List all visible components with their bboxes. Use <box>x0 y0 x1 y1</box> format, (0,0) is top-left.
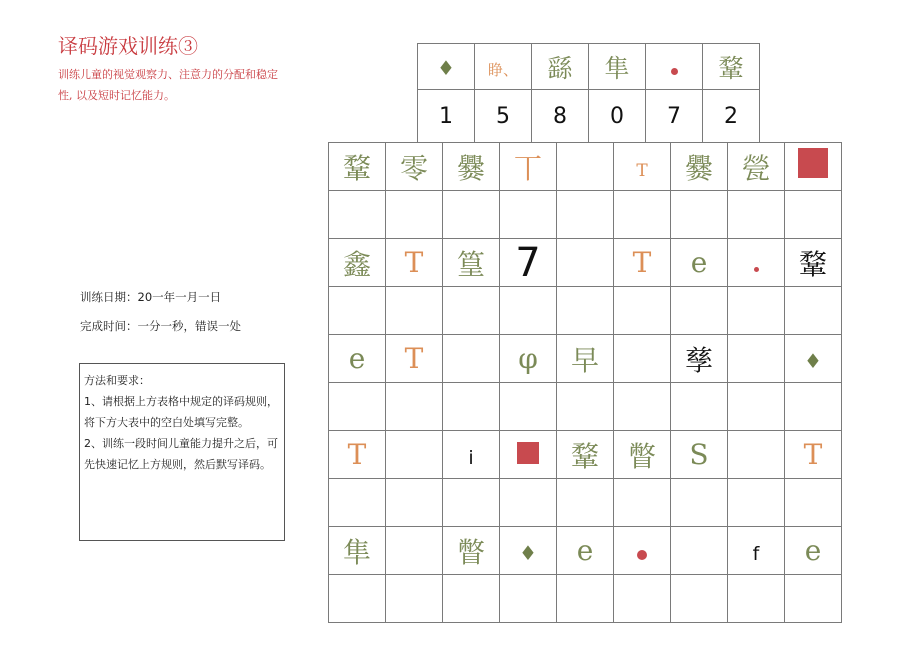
cell-symbol: 甇 <box>741 151 770 185</box>
symbol-cell <box>500 143 557 191</box>
answer-cell[interactable] <box>443 575 500 623</box>
diamond-icon: ♦ <box>519 541 537 565</box>
answer-cell[interactable] <box>557 383 614 431</box>
answer-cell[interactable] <box>785 575 842 623</box>
dot-icon <box>671 68 678 75</box>
cell-symbol: 鞪 <box>570 439 599 473</box>
symbol-cell <box>443 431 500 479</box>
symbol-row <box>329 143 842 191</box>
symbol-cell <box>614 527 671 575</box>
answer-cell[interactable] <box>614 479 671 527</box>
key-digit-cell: 7 <box>646 90 703 143</box>
answer-cell[interactable] <box>500 479 557 527</box>
cell-symbol: e <box>576 534 594 567</box>
symbol-cell <box>785 143 842 191</box>
symbol-cell <box>443 239 500 287</box>
symbol-cell <box>614 143 671 191</box>
symbol-cell <box>671 335 728 383</box>
cell-symbol: T <box>632 246 652 279</box>
symbol-cell <box>500 335 557 383</box>
answer-cell[interactable] <box>785 383 842 431</box>
answer-cell[interactable] <box>614 383 671 431</box>
symbol-cell <box>500 431 557 479</box>
method-box <box>79 363 285 541</box>
answer-cell[interactable] <box>386 479 443 527</box>
key-symbol-cell <box>646 44 703 90</box>
symbol-row <box>329 335 842 383</box>
key-digit-cell: 8 <box>532 90 589 143</box>
symbol-cell <box>500 239 557 287</box>
symbol-cell <box>785 431 842 479</box>
answer-cell[interactable] <box>671 479 728 527</box>
cell-symbol: S <box>689 438 709 471</box>
answer-cell[interactable] <box>443 287 500 335</box>
diamond-icon: ♦ <box>804 349 822 373</box>
symbol-cell <box>728 527 785 575</box>
symbol-cell <box>671 239 728 287</box>
symbol-cell <box>671 431 728 479</box>
cell-symbol: 繇 <box>547 53 573 83</box>
answer-cell[interactable] <box>728 383 785 431</box>
symbol-cell <box>557 527 614 575</box>
answer-cell[interactable] <box>329 383 386 431</box>
method-step-1: 1、请根据上方表格中规定的译码规则，将下方大表中的空白处填写完整。 <box>84 395 278 429</box>
answer-cell[interactable] <box>728 575 785 623</box>
answer-cell[interactable] <box>557 287 614 335</box>
key-symbol-cell <box>475 44 532 90</box>
symbol-cell <box>329 527 386 575</box>
cell-symbol: 爨 <box>684 151 713 185</box>
key-symbol-row <box>418 44 760 90</box>
symbol-cell <box>785 527 842 575</box>
symbol-cell <box>386 143 443 191</box>
answer-cell[interactable] <box>386 527 443 575</box>
answer-cell[interactable] <box>329 191 386 239</box>
key-symbol-cell <box>589 44 646 90</box>
answer-cell[interactable] <box>500 383 557 431</box>
symbol-row <box>329 431 842 479</box>
answer-cell[interactable] <box>500 575 557 623</box>
cell-symbol: 睁、 <box>487 61 518 79</box>
cell-symbol: e <box>804 534 822 567</box>
code-key-table <box>417 43 760 143</box>
answer-cell[interactable] <box>557 191 614 239</box>
cell-symbol: 7 <box>515 239 541 286</box>
answer-cell[interactable] <box>443 383 500 431</box>
diamond-icon: ♦ <box>437 56 455 80</box>
cell-symbol: T <box>347 438 367 471</box>
answer-cell[interactable] <box>671 287 728 335</box>
answer-cell[interactable] <box>443 479 500 527</box>
answer-cell[interactable] <box>386 191 443 239</box>
symbol-cell <box>785 335 842 383</box>
answer-cell[interactable] <box>557 479 614 527</box>
answer-cell[interactable] <box>386 431 443 479</box>
cell-symbol: 鞪 <box>718 53 744 83</box>
cell-symbol: 瞥 <box>456 535 485 569</box>
cell-symbol: 篁 <box>456 247 485 281</box>
cell-symbol: e <box>348 342 366 375</box>
symbol-row <box>329 527 842 575</box>
symbol-row <box>329 239 842 287</box>
symbol-cell <box>500 527 557 575</box>
cell-symbol: i <box>468 447 474 469</box>
answer-row <box>329 479 842 527</box>
square-icon <box>798 148 828 178</box>
symbol-cell <box>785 239 842 287</box>
answer-cell[interactable] <box>386 383 443 431</box>
answer-row <box>329 191 842 239</box>
square-icon <box>517 442 539 464</box>
symbol-cell <box>443 527 500 575</box>
cell-symbol: 鞪 <box>798 247 827 281</box>
answer-cell[interactable] <box>614 191 671 239</box>
answer-cell[interactable] <box>329 287 386 335</box>
symbol-cell <box>671 143 728 191</box>
answer-cell[interactable] <box>785 479 842 527</box>
cell-symbol: 丅 <box>513 151 542 185</box>
answer-cell[interactable] <box>386 575 443 623</box>
key-digit-cell: 0 <box>589 90 646 143</box>
key-symbol-cell <box>418 44 475 90</box>
answer-cell[interactable] <box>728 335 785 383</box>
key-digit-cell: 1 <box>418 90 475 143</box>
page-subtitle: 训练儿童的视觉观察力、注意力的分配和稳定性, 以及短时记忆能力。 <box>58 68 278 102</box>
page-title: 译码游戏训练③ <box>58 34 198 58</box>
symbol-cell <box>386 239 443 287</box>
answer-cell[interactable] <box>557 143 614 191</box>
answer-row <box>329 383 842 431</box>
symbol-cell <box>329 143 386 191</box>
symbol-cell <box>614 431 671 479</box>
answer-cell[interactable] <box>500 287 557 335</box>
key-digit-cell: 2 <box>703 90 760 143</box>
answer-cell[interactable] <box>329 575 386 623</box>
cell-symbol: 隼 <box>604 53 630 83</box>
cell-symbol: 鞪 <box>342 151 371 185</box>
dot-icon <box>637 550 647 560</box>
answer-cell[interactable] <box>614 575 671 623</box>
cell-symbol: T <box>803 438 823 471</box>
answer-row <box>329 575 842 623</box>
answer-cell[interactable] <box>728 431 785 479</box>
key-symbol-cell <box>703 44 760 90</box>
answer-cell[interactable] <box>386 287 443 335</box>
cell-symbol: 瞥 <box>627 439 656 473</box>
cell-symbol: T <box>404 342 424 375</box>
symbol-cell <box>728 143 785 191</box>
cell-symbol: T <box>636 161 648 181</box>
symbol-cell <box>614 239 671 287</box>
answer-cell[interactable] <box>614 287 671 335</box>
cell-symbol: 爨 <box>456 151 485 185</box>
answer-cell[interactable] <box>671 527 728 575</box>
answer-cell[interactable] <box>500 191 557 239</box>
decode-grid <box>328 142 842 623</box>
cell-symbol: e <box>690 246 708 279</box>
answer-cell[interactable] <box>614 335 671 383</box>
answer-cell[interactable] <box>443 191 500 239</box>
cell-symbol: 孳 <box>684 343 713 377</box>
cell-symbol: 早 <box>570 343 599 377</box>
symbol-cell <box>443 143 500 191</box>
answer-cell[interactable] <box>671 575 728 623</box>
answer-cell[interactable] <box>785 191 842 239</box>
symbol-cell <box>386 335 443 383</box>
key-digit-row <box>418 90 760 143</box>
answer-cell[interactable] <box>557 575 614 623</box>
completion-time: 完成时间：一分一秒，错误一处 <box>80 319 241 333</box>
answer-cell[interactable] <box>671 191 728 239</box>
cell-symbol: 隼 <box>342 535 371 569</box>
cell-symbol: 零 <box>399 151 428 185</box>
method-heading: 方法和要求： <box>84 374 150 387</box>
answer-cell[interactable] <box>557 239 614 287</box>
answer-cell[interactable] <box>728 479 785 527</box>
symbol-cell <box>329 431 386 479</box>
key-symbol-cell <box>532 44 589 90</box>
training-date: 训练日期：20一年一月一日 <box>80 290 222 304</box>
cell-symbol: T <box>404 246 424 279</box>
symbol-cell <box>557 431 614 479</box>
cell-symbol: 鑫 <box>342 247 371 281</box>
symbol-cell <box>329 335 386 383</box>
answer-cell[interactable] <box>728 191 785 239</box>
method-step-2: 2、训练一段时间儿童能力提升之后，可先快速记忆上方规则，然后默写译码。 <box>84 437 278 471</box>
answer-cell[interactable] <box>443 335 500 383</box>
answer-cell[interactable] <box>671 383 728 431</box>
cell-symbol: f <box>752 543 760 565</box>
symbol-cell <box>728 239 785 287</box>
symbol-cell <box>557 335 614 383</box>
answer-cell[interactable] <box>728 287 785 335</box>
answer-cell[interactable] <box>329 479 386 527</box>
cell-symbol: φ <box>518 342 538 375</box>
key-digit-cell: 5 <box>475 90 532 143</box>
answer-row <box>329 287 842 335</box>
answer-cell[interactable] <box>785 287 842 335</box>
dot-icon <box>754 267 759 272</box>
symbol-cell <box>329 239 386 287</box>
